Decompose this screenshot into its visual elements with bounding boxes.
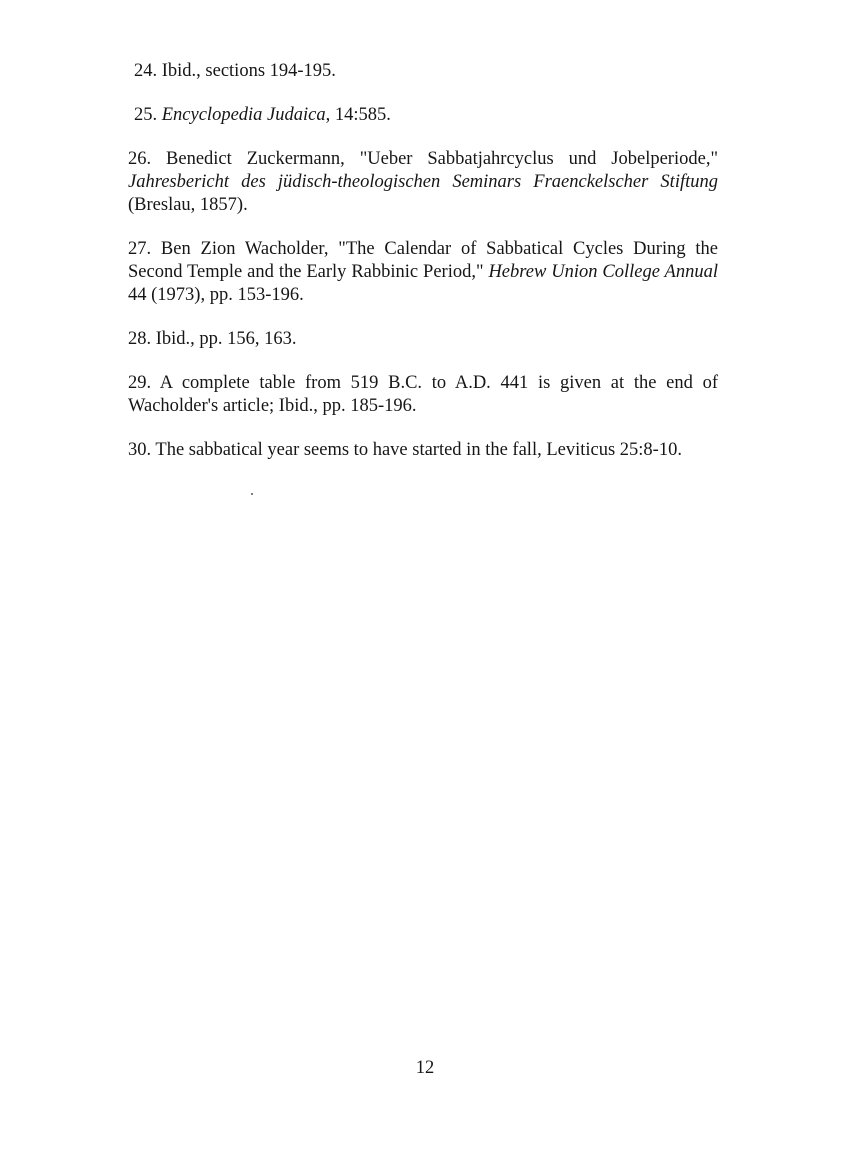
stray-mark [251, 493, 253, 495]
footnote-24 [128, 60, 718, 83]
footnote-25-rest: , 14:585. [325, 105, 391, 125]
page-number: 12 [415, 1058, 435, 1078]
footnote-27-pre: 27. Ben Zion Wacholder, "The Calendar of Sabbatical Cycles During the Second Temple and the Early Rabbinic Period," [128, 239, 718, 282]
footnote-28 [128, 328, 718, 351]
footnote-25 [128, 104, 718, 127]
footnote-27 [128, 238, 718, 307]
footnote-29-text: 29. A complete table from 519 B.C. to A.D. 441 is given at the end of Wacholder's article; Ibid., pp. 185-196. [128, 373, 718, 416]
footnote-27-title: Hebrew Union College Annual [488, 262, 718, 282]
footnote-30 [128, 439, 718, 462]
footnote-26 [128, 148, 718, 217]
footnote-26-title: Jahresbericht des jüdisch-theologischen Seminars Fraenckelscher Stiftung [128, 172, 718, 192]
footnote-24-text: 24. Ibid., sections 194-195. [134, 61, 336, 81]
footnote-28-text: 28. Ibid., pp. 156, 163. [128, 329, 297, 349]
footnote-26-pre: 26. Benedict Zuckermann, "Ueber Sabbatjahrcyclus und Jobelperiode," [128, 149, 718, 169]
footnote-29 [128, 372, 718, 418]
footnote-26-post: (Breslau, 1857). [128, 195, 248, 215]
footnote-25-title: Encyclopedia Judaica [161, 105, 326, 125]
footnote-27-post: 44 (1973), pp. 153-196. [128, 285, 304, 305]
footnote-30-text: 30. The sabbatical year seems to have started in the fall, Leviticus 25:8-10. [128, 440, 682, 460]
footnote-25-number: 25. [134, 105, 162, 125]
footnotes-list [128, 60, 718, 483]
